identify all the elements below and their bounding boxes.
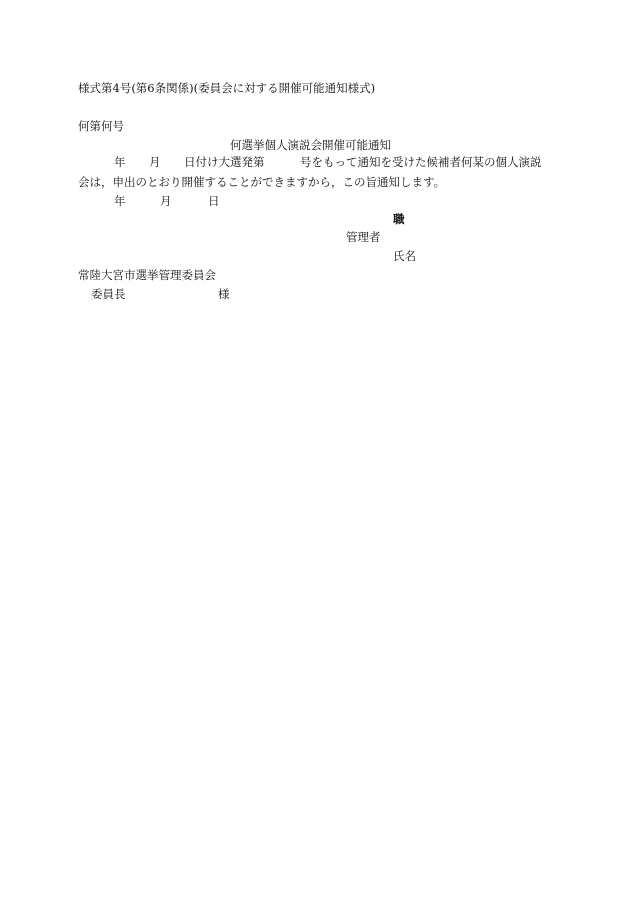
addressee-title: 委員長: [91, 287, 126, 301]
body-year: 年: [114, 155, 126, 169]
date-day: 日: [208, 194, 220, 208]
body-reference-suffix: 号をもって通知を受けた候補者何某の個人演説: [300, 155, 542, 169]
body-day-reference: 日付け大選発第: [184, 155, 265, 169]
body-line-2: 会は，申出のとおり開催することができますから，この旨通知します。: [78, 175, 446, 189]
body-month: 月: [149, 155, 161, 169]
form-heading: 様式第4号(第6条関係)(委員会に対する開催可能通知様式): [78, 81, 376, 95]
signature-name: 氏名: [393, 249, 416, 263]
date-month: 月: [160, 194, 172, 208]
signature-position: 職: [393, 212, 405, 226]
date-year: 年: [114, 194, 126, 208]
addressee-honorific: 様: [218, 287, 230, 301]
document-title: 何選挙個人演説会開催可能通知: [230, 138, 391, 152]
addressee-organization: 常陸大宮市選挙管理委員会: [78, 268, 216, 282]
document-number: 何第何号: [78, 119, 124, 133]
signature-manager: 管理者: [346, 230, 381, 244]
